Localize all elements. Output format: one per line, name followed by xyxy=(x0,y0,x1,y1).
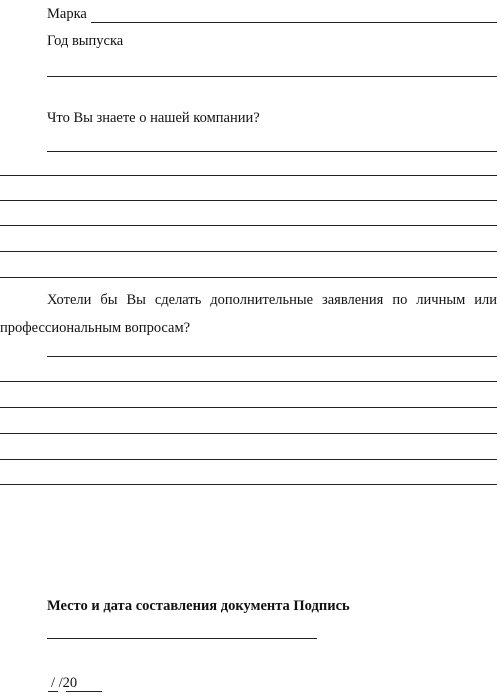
company-answer-line[interactable] xyxy=(0,277,497,278)
year-field-line[interactable] xyxy=(47,76,497,77)
additional-answer-line[interactable] xyxy=(0,484,497,485)
place-date-field-line[interactable] xyxy=(47,638,317,639)
company-answer-line[interactable] xyxy=(0,251,497,252)
additional-answer-line[interactable] xyxy=(0,433,497,434)
date-template: / /20 xyxy=(51,675,78,691)
additional-answer-line[interactable] xyxy=(0,407,497,408)
additional-answer-line[interactable] xyxy=(47,356,497,357)
company-answer-line[interactable] xyxy=(47,151,497,152)
place-date-signature-heading: Место и дата составления документа Подпись xyxy=(47,598,350,614)
company-answer-line[interactable] xyxy=(0,175,497,176)
year-label: Год выпуска xyxy=(47,33,124,49)
date-year-underline[interactable] xyxy=(66,691,102,692)
additional-question: Хотели бы Вы сделать дополнительные заявления по личным или профессиональным вопросам? xyxy=(0,292,497,336)
company-question: Что Вы знаете о нашей компании? xyxy=(47,110,260,126)
company-answer-line[interactable] xyxy=(0,200,497,201)
company-answer-line[interactable] xyxy=(0,225,497,226)
brand-field-line[interactable] xyxy=(91,22,497,23)
additional-answer-line[interactable] xyxy=(0,381,497,382)
brand-label: Марка xyxy=(47,6,87,22)
additional-answer-line[interactable] xyxy=(0,459,497,460)
date-day-underline[interactable] xyxy=(48,691,58,692)
